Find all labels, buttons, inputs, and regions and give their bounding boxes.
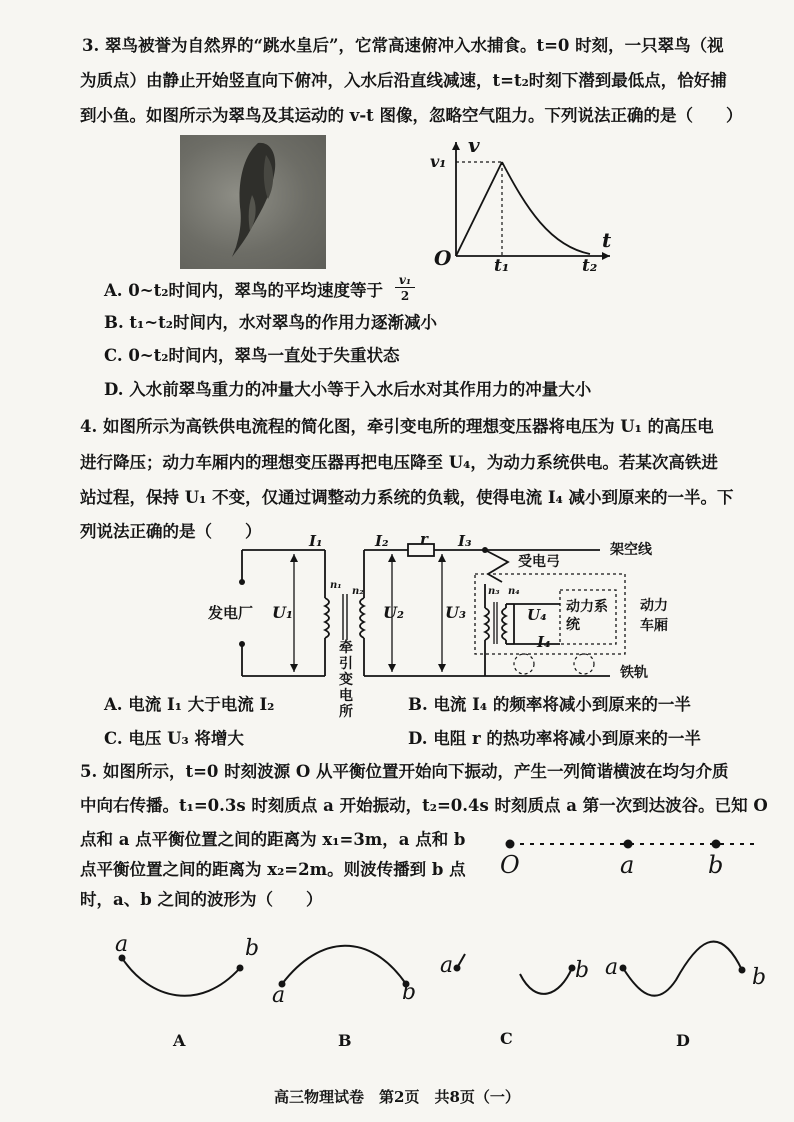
- label-o: O: [500, 851, 520, 879]
- graph-v-label: v: [468, 133, 480, 157]
- circuit-rail-label: 铁轨: [620, 665, 648, 681]
- circuit-i1-label: I₁: [309, 532, 323, 550]
- accel-line: [456, 162, 502, 256]
- q3-option-a-frac-den: 2: [400, 289, 410, 303]
- circuit-i4-label: I₄: [537, 633, 551, 651]
- q5-line-3: 点和 a 点平衡位置之间的距离为 x₁=3m，a 点和 b: [80, 830, 466, 849]
- choice-d-a-label: a: [605, 955, 619, 980]
- kingfisher-icon: [180, 135, 326, 269]
- circuit-car-label: 动力车厢: [640, 598, 668, 634]
- circuit-power-system-label: 动力系统: [566, 599, 608, 633]
- circuit-i3-label: I₃: [458, 532, 472, 550]
- point-b: [712, 840, 721, 849]
- q3-option-a: A. 0~t₂时间内，翠鸟的平均速度等于: [104, 281, 383, 300]
- circuit-u4-label: U₄: [527, 606, 547, 624]
- label-b: b: [708, 851, 724, 879]
- q4-line-2: 进行降压；动力车厢内的理想变压器再把电压降至 U₄，为动力系统供电。若某次高铁进: [80, 453, 718, 472]
- choice-d-b-label: b: [752, 965, 767, 990]
- q4-option-a: A. 电流 I₁ 大于电流 I₂: [104, 695, 275, 714]
- kingfisher-photo: [180, 135, 326, 269]
- q3-line-1: 3. 翠鸟被誉为自然界的“跳水皇后”，它常高速俯冲入水捕食。t=0 时刻，一只翠鸟（视: [82, 36, 724, 55]
- q4-option-c: C. 电压 U₃ 将增大: [104, 729, 244, 748]
- q4-option-d: D. 电阻 r 的热功率将减小到原来的一半: [408, 729, 701, 748]
- q3-line-3: 到小鱼。如图所示为翠鸟及其运动的 v-t 图像，忽略空气阻力。下列说法正确的是（ ）: [80, 106, 743, 125]
- decel-curve: [502, 162, 590, 254]
- wave-d: [623, 942, 742, 996]
- q5-line-1: 5. 如图所示，t=0 时刻波源 O 从平衡位置开始向下振动，产生一列简谐横波在均匀介质: [80, 762, 729, 781]
- page-footer: 高三物理试卷 第2页 共8页（一）: [274, 1088, 520, 1106]
- circuit-n3-label: n₃: [488, 586, 500, 597]
- q3-line-2: 为质点）由静止开始竖直向下俯冲，入水后沿直线减速，t=t₂时刻下潜到最低点，恰好捕: [80, 71, 727, 90]
- circuit-u3-label: U₃: [445, 603, 466, 622]
- graph-origin-label: O: [434, 246, 452, 270]
- choice-a-b-label: b: [245, 936, 260, 961]
- choice-b-a-label: a: [272, 983, 286, 1008]
- graph-t1-label: t₁: [494, 256, 510, 276]
- choice-c-a-label: a: [440, 953, 454, 978]
- choice-d-label: D: [676, 1031, 690, 1050]
- circuit-u1-label: U₁: [272, 603, 293, 622]
- graph-t2-label: t₂: [582, 256, 598, 276]
- waveform-choices: [100, 936, 780, 1020]
- wave-b: [282, 946, 406, 984]
- choice-c-label: C: [500, 1029, 513, 1048]
- q3-option-b: B. t₁~t₂时间内，水对翠鸟的作用力逐渐减小: [104, 313, 437, 332]
- circuit-n2-label: n₂: [352, 586, 364, 597]
- choice-c-b-label: b: [575, 958, 590, 983]
- graph-t-label: t: [602, 228, 612, 252]
- circuit-n4-label: n₄: [508, 586, 520, 597]
- q5-line-2: 中向右传播。t₁=0.3s 时刻质点 a 开始振动，t₂=0.4s 时刻质点 a 第一次到达波谷。已知 O: [80, 796, 768, 815]
- q4-option-b: B. 电流 I₄ 的频率将减小到原来的一半: [408, 695, 691, 714]
- circuit-n1-label: n₁: [330, 580, 342, 591]
- point-o: [506, 840, 515, 849]
- q3-option-c: C. 0~t₂时间内，翠鸟一直处于失重状态: [104, 346, 400, 365]
- wave-c-right: [520, 968, 572, 994]
- q3-option-d: D. 入水前翠鸟重力的冲量大小等于入水后水对其作用力的冲量大小: [104, 380, 592, 399]
- q4-line-4: 列说法正确的是（ ）: [80, 522, 262, 541]
- circuit-u2-label: U₂: [383, 603, 404, 622]
- q3-option-a-frac-num: v₁: [395, 274, 415, 288]
- choice-a-a-label: a: [115, 932, 129, 957]
- choice-b-b-label: b: [402, 980, 417, 1005]
- choice-b-label: B: [338, 1031, 352, 1050]
- circuit-pantograph-label: 受电弓: [518, 554, 560, 570]
- label-a: a: [620, 851, 635, 879]
- choice-a-label: A: [173, 1031, 186, 1050]
- circuit-plant-label: 发电厂: [208, 604, 254, 622]
- circuit-station-label: 牵引变电所: [339, 640, 353, 720]
- wave-a: [122, 958, 240, 996]
- point-a: [624, 840, 633, 849]
- circuit-i2-label: I₂: [375, 532, 389, 550]
- q4-line-1: 4. 如图所示为高铁供电流程的简化图，牵引变电所的理想变压器将电压为 U₁ 的高压电: [80, 417, 714, 436]
- q5-line-5: 时，a、b 之间的波形为（ ）: [80, 890, 323, 909]
- graph-v1-label: v₁: [430, 152, 447, 171]
- q4-line-3: 站过程，保持 U₁ 不变，仅通过调整动力系统的负载，使得电流 I₄ 减小到原来的一半。下: [80, 488, 734, 507]
- circuit-catenary-label: 架空线: [610, 542, 652, 558]
- q5-line-4: 点平衡位置之间的距离为 x₂=2m。则波传播到 b 点: [80, 860, 466, 879]
- circuit-r-label: r: [420, 530, 428, 548]
